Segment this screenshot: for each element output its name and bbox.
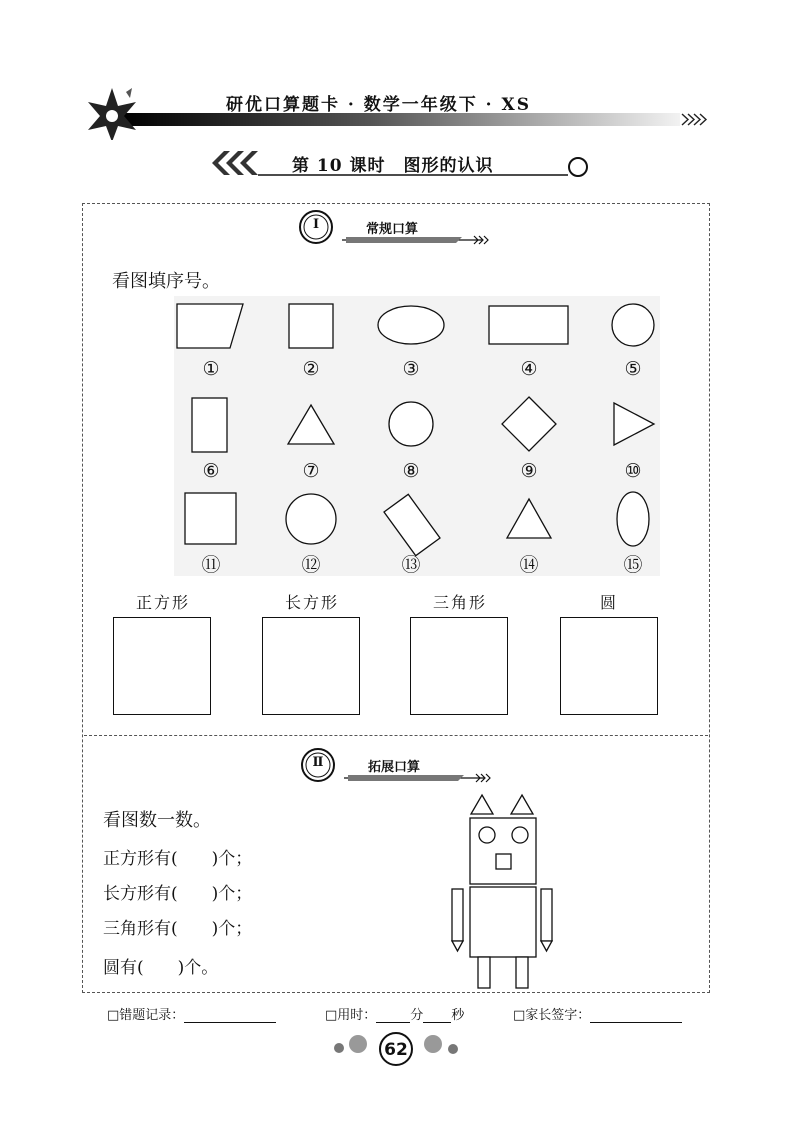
section-1-label: 常规口算 bbox=[366, 222, 419, 237]
shape-number: ⑪ bbox=[201, 554, 221, 576]
count-line-circle[interactable]: 圆有( )个。 bbox=[103, 958, 219, 978]
robot-right-eye-circle bbox=[512, 827, 528, 843]
robot-left-ear-triangle bbox=[471, 795, 493, 814]
shape-number: ⑬ bbox=[401, 554, 421, 576]
shape-number: ⑤ bbox=[624, 358, 642, 380]
mistake-record-blank[interactable] bbox=[184, 1008, 276, 1023]
category-label-square: 正方形 bbox=[135, 593, 190, 612]
robot-head-square bbox=[470, 818, 536, 884]
count-line-triangle[interactable]: 三角形有( )个； bbox=[103, 919, 253, 939]
time-label: □用时： bbox=[325, 1008, 377, 1023]
shape-number: ② bbox=[302, 358, 320, 380]
lesson-title: 第 10 课时 图形的认识 bbox=[292, 156, 494, 176]
shape-15-ellipse bbox=[617, 492, 649, 546]
answer-box-triangle[interactable] bbox=[410, 617, 508, 715]
robot-figure bbox=[440, 790, 570, 990]
shape-number: ⑫ bbox=[301, 554, 321, 576]
shape-number: ⑮ bbox=[623, 554, 643, 576]
shape-number: ① bbox=[202, 358, 220, 380]
shape-number: ⑨ bbox=[520, 460, 538, 482]
shape-number: ④ bbox=[520, 358, 538, 380]
section-1-instruction: 看图填序号。 bbox=[112, 271, 220, 292]
page-number: 62 bbox=[379, 1032, 413, 1066]
shape-number: ⑩ bbox=[624, 460, 642, 482]
answer-box-circle[interactable] bbox=[560, 617, 658, 715]
second-blank[interactable] bbox=[423, 1008, 451, 1023]
category-label-circle: 圆 bbox=[599, 593, 618, 612]
section-2-badge: Ⅱ bbox=[312, 755, 324, 770]
robot-left-arm-rectangle bbox=[452, 889, 463, 941]
parent-signature-blank[interactable] bbox=[590, 1008, 682, 1023]
parent-signature-label: □家长签字： bbox=[513, 1008, 591, 1023]
section-2-label: 拓展口算 bbox=[368, 760, 421, 775]
robot-left-leg-rectangle bbox=[478, 957, 490, 988]
shape-2-square bbox=[289, 304, 333, 348]
shape-8-circle bbox=[389, 402, 433, 446]
shape-6-rectangle bbox=[192, 398, 227, 452]
minute-label: 分 bbox=[410, 1008, 424, 1023]
section-2-instruction: 看图数一数。 bbox=[103, 810, 211, 831]
robot-right-hand-triangle bbox=[541, 941, 552, 951]
count-line-rectangle[interactable]: 长方形有( )个； bbox=[103, 884, 253, 904]
shape-5-circle bbox=[612, 304, 654, 346]
dot-icon bbox=[334, 1043, 344, 1053]
robot-left-hand-triangle bbox=[452, 941, 463, 951]
robot-left-eye-circle bbox=[479, 827, 495, 843]
robot-right-arm-rectangle bbox=[541, 889, 552, 941]
shape-4-rectangle bbox=[489, 306, 568, 344]
shape-number: ⑥ bbox=[202, 460, 220, 482]
minute-blank[interactable] bbox=[376, 1008, 410, 1023]
section-divider bbox=[84, 735, 708, 736]
category-label-triangle: 三角形 bbox=[432, 593, 487, 612]
robot-mouth-square bbox=[496, 854, 511, 869]
section-1-badge: Ⅰ bbox=[312, 217, 320, 232]
shape-number: ③ bbox=[402, 358, 420, 380]
mistake-record-label: □错题记录： bbox=[107, 1008, 185, 1023]
robot-right-leg-rectangle bbox=[516, 957, 528, 988]
book-title: 研优口算题卡 · 数学一年级下 · XS bbox=[226, 95, 531, 115]
shape-number: ⑭ bbox=[519, 554, 539, 576]
parent-signature[interactable] bbox=[513, 1004, 682, 1023]
count-line-square[interactable]: 正方形有( )个； bbox=[103, 849, 253, 869]
dot-icon bbox=[349, 1035, 367, 1053]
shape-11-square bbox=[185, 493, 236, 544]
dot-icon bbox=[448, 1044, 458, 1054]
category-label-rectangle: 长方形 bbox=[284, 593, 339, 612]
dot-icon bbox=[424, 1035, 442, 1053]
mistake-record[interactable] bbox=[107, 1004, 276, 1023]
robot-body-rectangle bbox=[470, 887, 536, 957]
time-used[interactable] bbox=[325, 1004, 464, 1023]
robot-right-ear-triangle bbox=[511, 795, 533, 814]
second-label: 秒 bbox=[451, 1008, 465, 1023]
answer-box-rectangle[interactable] bbox=[262, 617, 360, 715]
shape-number: ⑧ bbox=[402, 460, 420, 482]
answer-box-square[interactable] bbox=[113, 617, 211, 715]
shape-12-circle bbox=[286, 494, 336, 544]
shape-number: ⑦ bbox=[302, 460, 320, 482]
shape-3-ellipse bbox=[378, 306, 444, 344]
